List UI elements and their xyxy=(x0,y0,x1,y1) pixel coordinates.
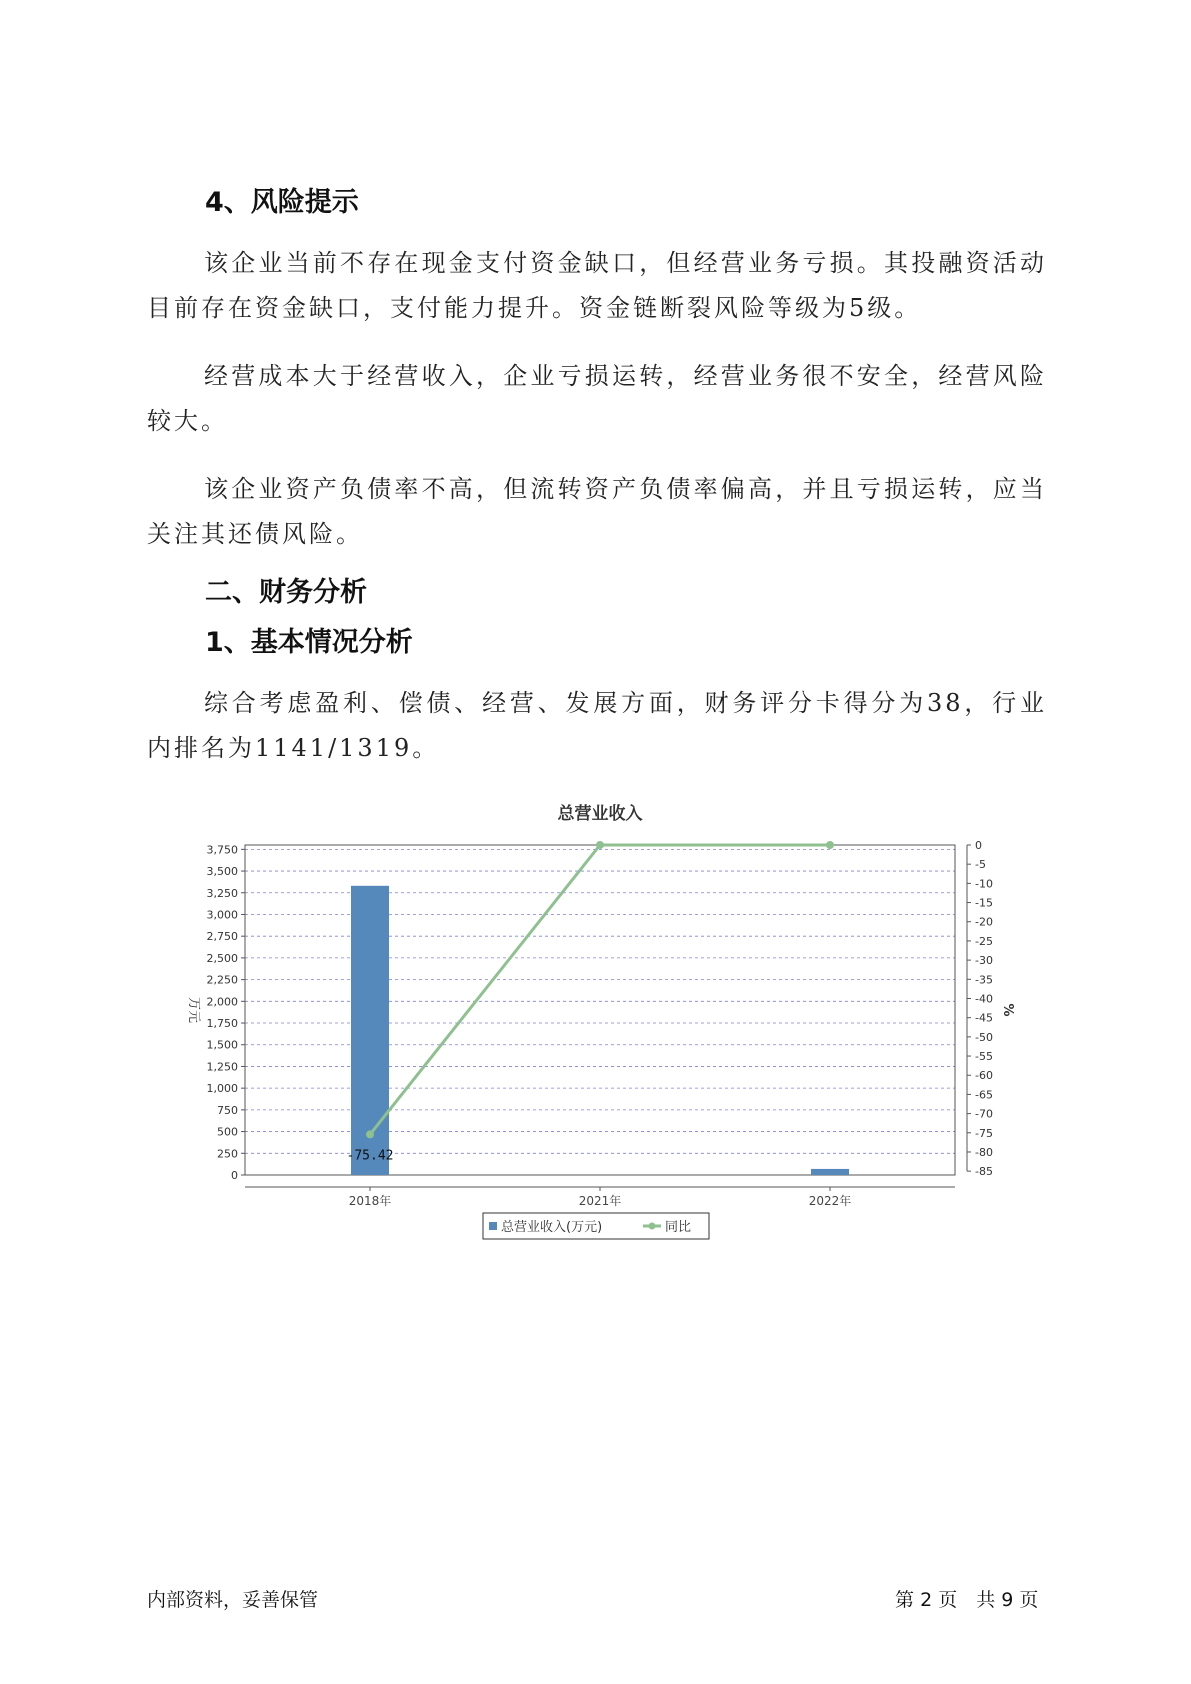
x-tick-label: 2021年 xyxy=(578,1194,622,1208)
y2-tick-label: -80 xyxy=(975,1145,993,1159)
yoy-point xyxy=(826,841,834,849)
y-tick-label: 250 xyxy=(217,1147,238,1161)
y-tick-label: 2,750 xyxy=(206,930,238,944)
page-prefix: 第 xyxy=(895,1589,915,1611)
page-total: 9 xyxy=(1001,1589,1014,1611)
y2-tick-label: -45 xyxy=(975,1011,993,1025)
legend-line-label: 同比 xyxy=(665,1220,692,1235)
section-heading-finance: 二、财务分析 xyxy=(205,577,367,608)
y-tick-label: 500 xyxy=(217,1125,238,1139)
section-heading-basic: 1、基本情况分析 xyxy=(205,627,413,658)
footer-confidential: 内部资料，妥善保管 xyxy=(147,1589,319,1611)
y2-tick-label: -40 xyxy=(975,992,993,1006)
y2-tick-label: -65 xyxy=(975,1088,993,1102)
y2-tick-label: -75 xyxy=(975,1126,993,1140)
y2-tick-label: -15 xyxy=(975,896,993,910)
y-tick-label: 2,000 xyxy=(206,995,238,1009)
y-tick-label: 3,000 xyxy=(206,908,238,922)
x-tick-label: 2018年 xyxy=(348,1194,392,1208)
y2-tick-label: -10 xyxy=(975,877,993,891)
footer-page-number xyxy=(895,1585,1038,1612)
y-tick-label: 2,250 xyxy=(206,973,238,987)
y2-tick-label: -35 xyxy=(975,973,993,987)
basic-paragraph: 综合考虑盈利、偿债、经营、发展方面，财务评分卡得分为38，行业内排名为1141/1319。 xyxy=(147,689,1047,762)
y-tick-label: 1,750 xyxy=(206,1017,238,1031)
y2-tick-label: -55 xyxy=(975,1050,993,1064)
y2-tick-label: -20 xyxy=(975,915,993,929)
y-tick-label: 0 xyxy=(231,1169,238,1182)
y-tick-label: 3,750 xyxy=(206,843,238,857)
legend-line-marker xyxy=(649,1223,656,1230)
y-tick-label: 3,500 xyxy=(206,865,238,879)
risk-paragraph-1: 该企业当前不存在现金支付资金缺口，但经营业务亏损。其投融资活动目前存在资金缺口，支付能力提升。资金链断裂风险等级为5级。 xyxy=(147,249,1047,322)
yoy-point xyxy=(366,1130,374,1138)
yoy-data-label: -75.42 xyxy=(346,1148,394,1164)
y-tick-label: 1,250 xyxy=(206,1060,238,1074)
y2-tick-label: -5 xyxy=(975,858,986,872)
y2-tick-label: -30 xyxy=(975,954,993,968)
revenue-bar xyxy=(811,1169,849,1175)
y2-tick-label: 0 xyxy=(975,839,982,852)
y2-tick-label: -60 xyxy=(975,1069,993,1083)
y2-tick-label: -50 xyxy=(975,1030,993,1044)
section-heading-risk: 4、风险提示 xyxy=(205,187,359,218)
legend-bar-swatch xyxy=(489,1222,497,1230)
legend-bar-label: 总营业收入(万元) xyxy=(501,1220,603,1235)
risk-paragraph-2: 经营成本大于经营收入，企业亏损运转，经营业务很不安全，经营风险较大。 xyxy=(147,362,1047,435)
y-axis-label: 万元 xyxy=(186,996,201,1024)
y-tick-label: 2,500 xyxy=(206,951,238,965)
page-current: 2 xyxy=(920,1589,933,1611)
y-tick-label: 1,000 xyxy=(206,1082,238,1096)
x-tick-label: 2022年 xyxy=(808,1194,852,1208)
revenue-chart xyxy=(170,795,1030,1250)
yoy-point xyxy=(596,841,604,849)
yoy-line xyxy=(370,845,830,1134)
chart-title: 总营业收入 xyxy=(557,804,643,824)
y2-tick-label: -85 xyxy=(975,1165,993,1179)
page-suffix: 页 xyxy=(1019,1589,1039,1611)
risk-paragraph-3: 该企业资产负债率不高，但流转资产负债率偏高，并且亏损运转，应当关注其还债风险。 xyxy=(147,475,1047,548)
page-mid: 页 共 xyxy=(938,1589,996,1611)
y2-tick-label: -70 xyxy=(975,1107,993,1121)
y2-axis-label: % xyxy=(1000,1003,1015,1017)
y-tick-label: 750 xyxy=(217,1103,238,1117)
y-tick-label: 3,250 xyxy=(206,886,238,900)
y2-tick-label: -25 xyxy=(975,934,993,948)
y-tick-label: 1,500 xyxy=(206,1038,238,1052)
